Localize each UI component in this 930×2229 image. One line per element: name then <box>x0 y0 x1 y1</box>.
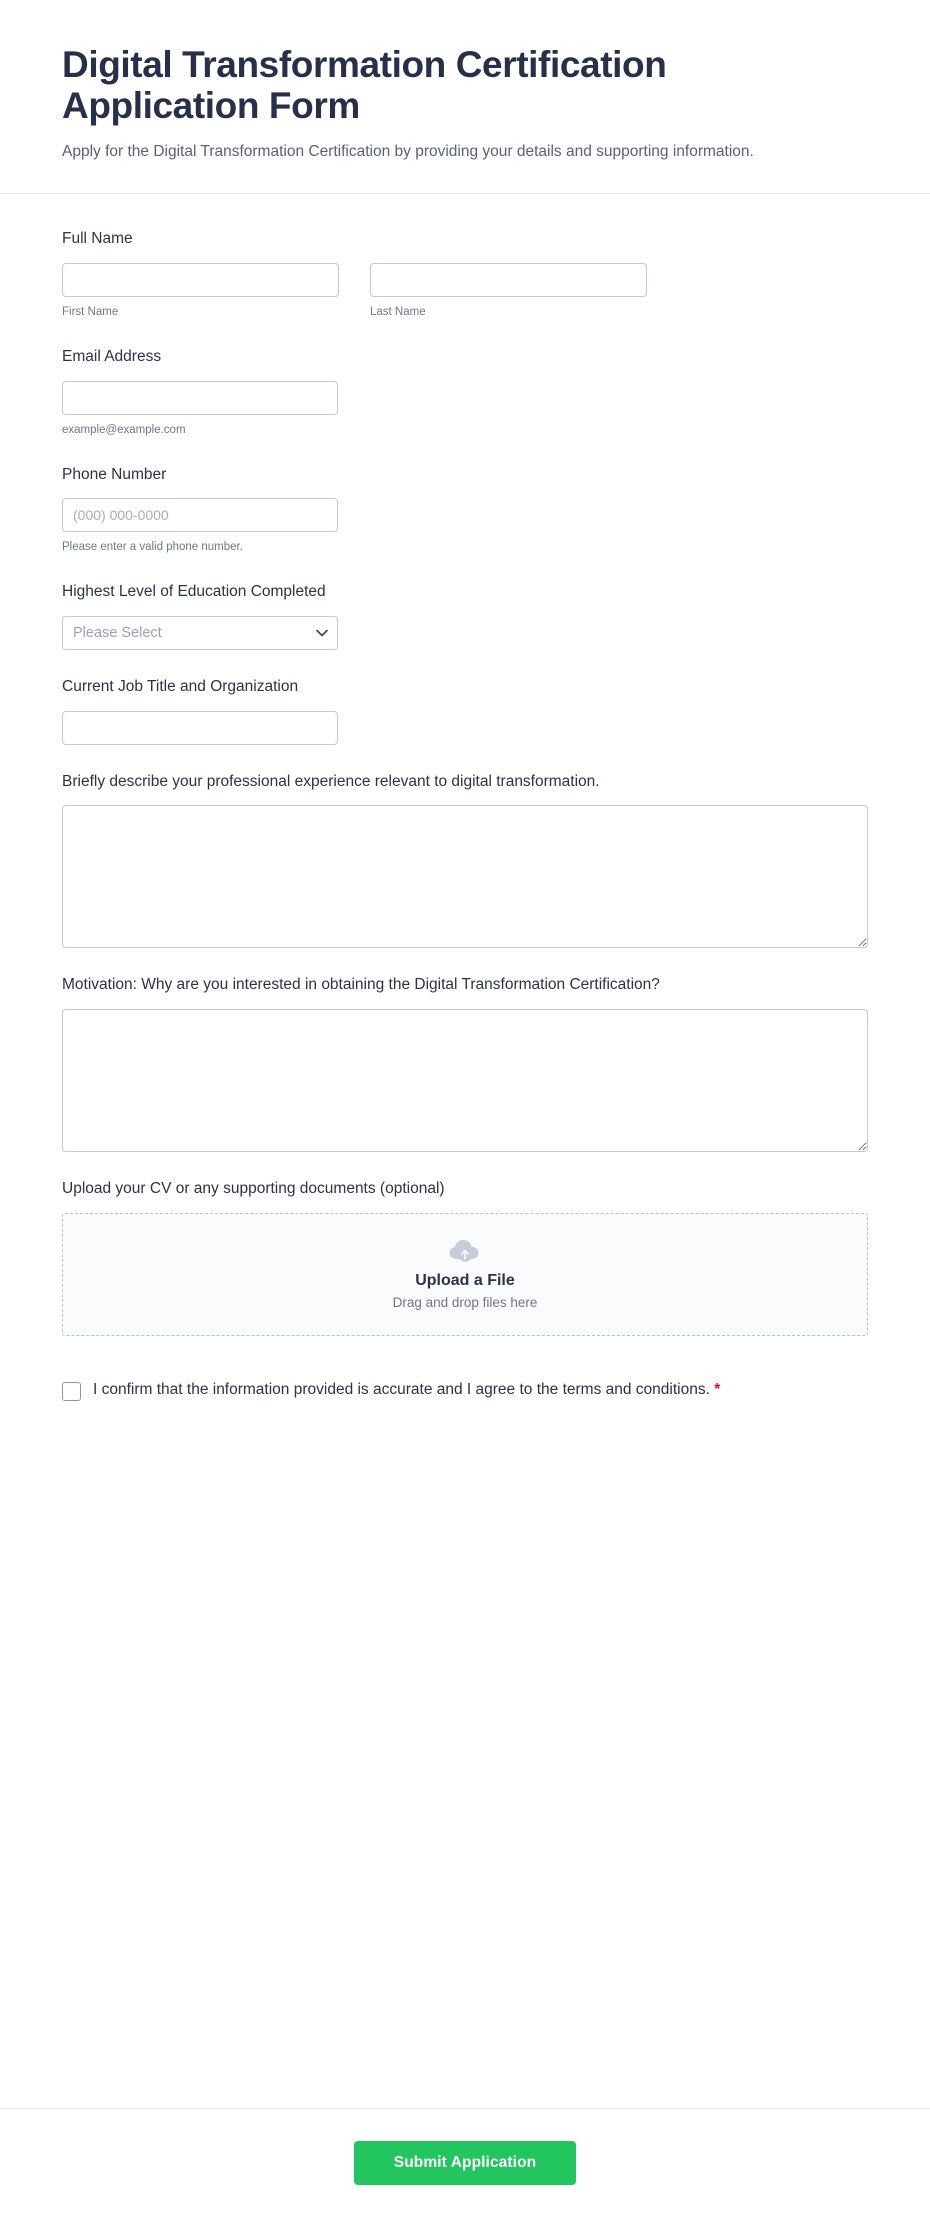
last-name-group <box>370 263 647 320</box>
upload-hint: Drag and drop files here <box>392 1295 538 1311</box>
field-upload <box>62 1178 868 1336</box>
education-select-value[interactable]: Please Select <box>62 616 338 650</box>
file-upload-dropzone[interactable] <box>62 1213 868 1336</box>
full-name-row <box>62 263 868 320</box>
field-education <box>62 581 868 650</box>
first-name-sublabel: First Name <box>62 306 119 319</box>
confirm-row[interactable] <box>62 1380 868 1401</box>
field-job-title <box>62 676 868 745</box>
upload-label: Upload your CV or any supporting documents (optional) <box>62 1179 445 1197</box>
full-name-label: Full Name <box>62 230 133 248</box>
motivation-label: Motivation: Why are you interested in obtaining the Digital Transformation Certification? <box>62 976 660 994</box>
last-name-sublabel: Last Name <box>370 306 426 319</box>
upload-cloud-icon <box>448 1238 482 1264</box>
email-group <box>62 381 338 438</box>
upload-title: Upload a File <box>415 1272 515 1290</box>
job-title-input[interactable] <box>62 711 338 745</box>
required-marker: * <box>714 1380 721 1398</box>
field-phone <box>62 464 868 556</box>
submit-button[interactable]: Submit Application <box>354 2141 576 2185</box>
education-select[interactable] <box>62 616 338 650</box>
field-experience <box>62 771 868 949</box>
page-subtitle: Apply for the Digital Transformation Certification by providing your details and supporting information. <box>62 142 754 160</box>
field-motivation <box>62 974 868 1152</box>
field-full-name <box>62 228 868 320</box>
first-name-input[interactable] <box>62 263 339 297</box>
confirm-checkbox[interactable] <box>62 1382 81 1401</box>
form-body <box>0 194 930 2108</box>
phone-label: Phone Number <box>62 465 167 483</box>
form-header <box>0 0 930 194</box>
form-footer <box>0 2108 930 2229</box>
job-title-group <box>62 711 338 745</box>
confirm-label-text: I confirm that the information provided is accurate and I agree to the terms and conditions. <box>93 1380 710 1398</box>
email-input[interactable] <box>62 381 338 415</box>
phone-sublabel: Please enter a valid phone number. <box>62 541 243 554</box>
email-label: Email Address <box>62 347 162 365</box>
confirm-label <box>93 1380 720 1401</box>
motivation-textarea[interactable] <box>62 1009 868 1152</box>
education-label: Highest Level of Education Completed <box>62 583 326 601</box>
job-title-label: Current Job Title and Organization <box>62 677 299 695</box>
experience-textarea[interactable] <box>62 805 868 948</box>
page-title: Digital Transformation Certification Application Form <box>62 44 667 127</box>
phone-input[interactable] <box>62 498 338 532</box>
last-name-input[interactable] <box>370 263 647 297</box>
email-sublabel: example@example.com <box>62 423 186 436</box>
phone-group <box>62 498 338 555</box>
first-name-group <box>62 263 339 320</box>
experience-label: Briefly describe your professional experience relevant to digital transformation. <box>62 772 600 790</box>
field-email <box>62 346 868 438</box>
